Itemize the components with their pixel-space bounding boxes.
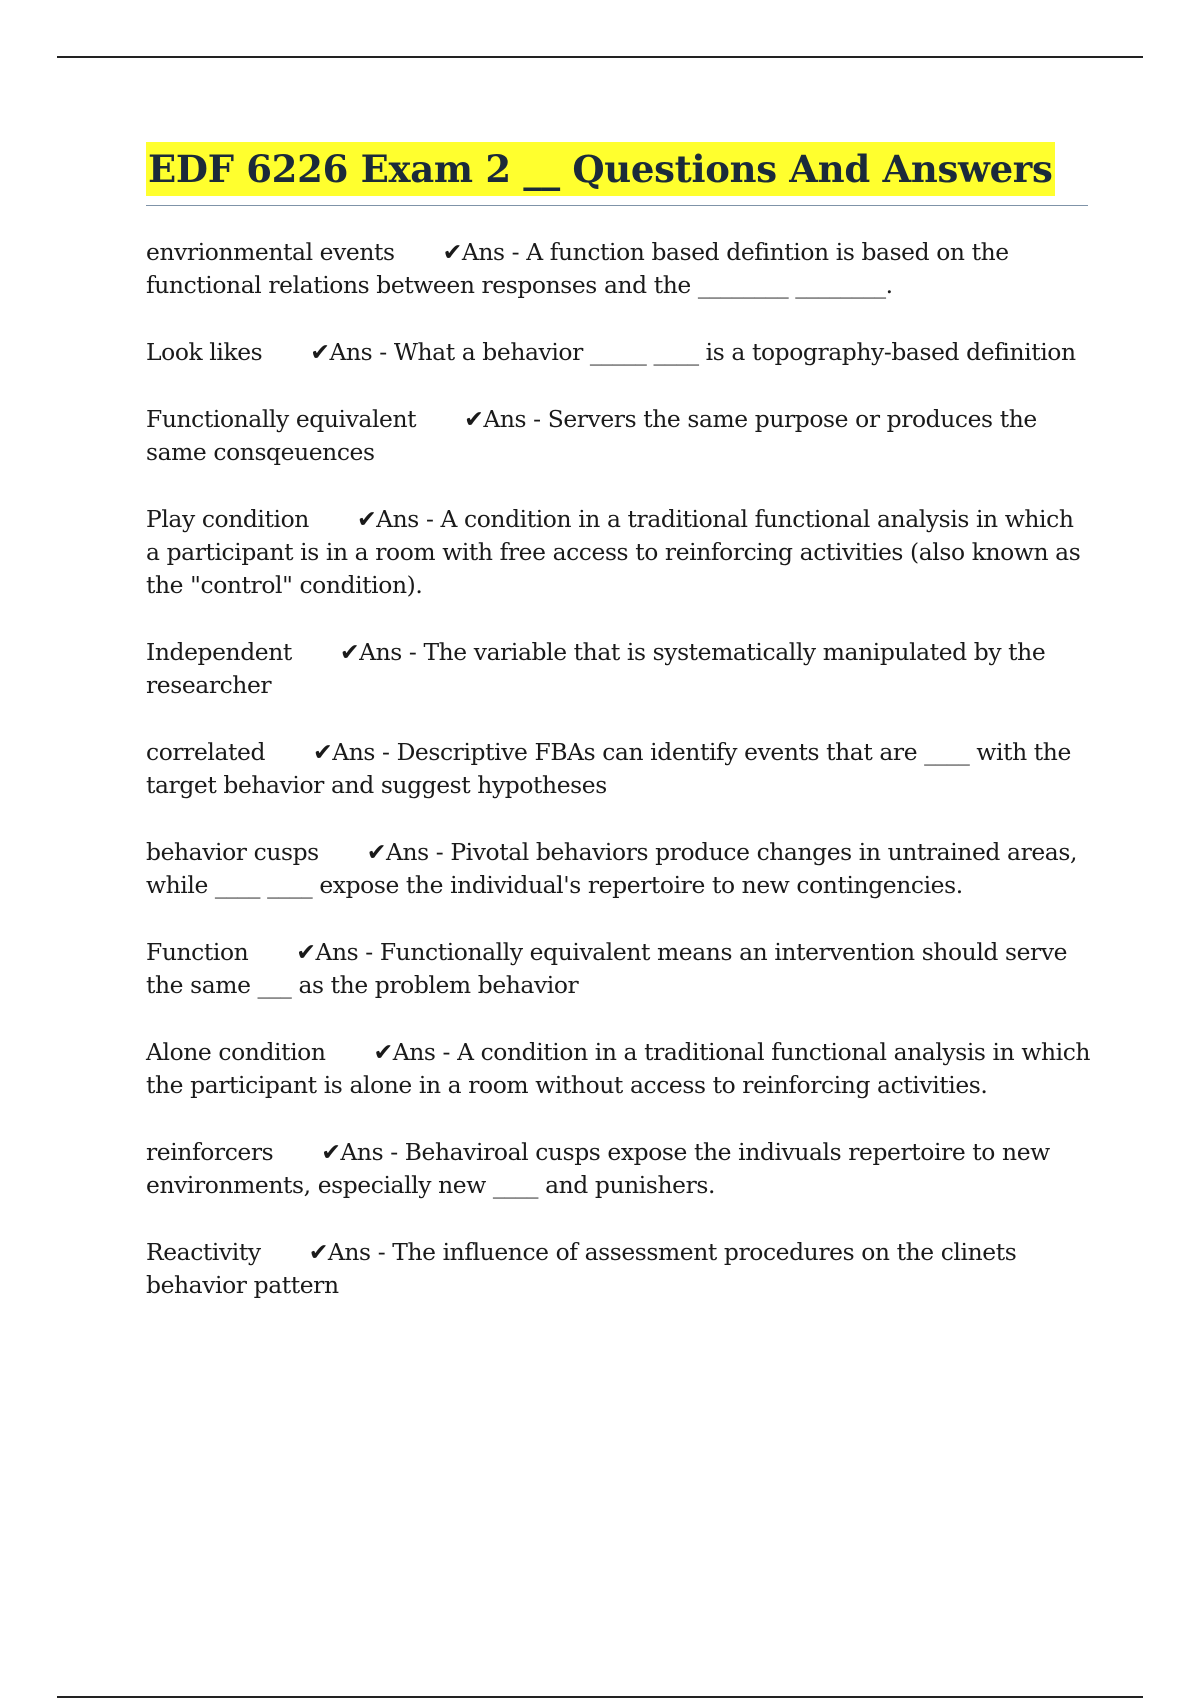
answer-marker: ✔Ans [442,238,505,266]
answer-separator: - [418,505,441,533]
qa-term: Play condition [146,505,309,533]
qa-term: correlated [146,738,266,766]
answer-marker: ✔Ans [310,338,373,366]
answer-separator: - [401,638,424,666]
qa-term: behavior cusps [146,838,319,866]
qa-item [146,1036,1092,1102]
qa-term: envrionmental events [146,238,395,266]
qa-definition: A condition in a traditional functional analysis in which the participant is alone in a room without access to reinforcing activities. [146,1038,1091,1099]
qa-definition: The influence of assessment procedures on the clinets behavior pattern [146,1238,1017,1299]
qa-definition: Servers the same purpose or produces the same consqeuences [146,405,1037,466]
qa-item [146,503,1092,602]
answer-separator: - [526,405,548,433]
answer-separator: - [383,1138,405,1166]
qa-item [146,336,1092,369]
qa-term: Alone condition [146,1038,326,1066]
answer-marker: ✔Ans [321,1138,384,1166]
qa-definition: What a behavior _____ ____ is a topography-based definition [393,338,1076,366]
answer-marker: ✔Ans [356,505,419,533]
answer-separator: - [370,1238,393,1266]
qa-item [146,836,1092,902]
answer-separator: - [358,938,380,966]
qa-list [146,236,1092,1336]
answer-marker: ✔Ans [366,838,429,866]
answer-marker: ✔Ans [296,938,359,966]
answer-marker: ✔Ans [308,1238,371,1266]
qa-item [146,236,1092,302]
qa-definition: Behaviroal cusps expose the indivuals repertoire to new environments, especially new ____ and punishers. [146,1138,1050,1199]
qa-term: Functionally equivalent [146,405,417,433]
qa-definition: The variable that is systematically manipulated by the researcher [146,638,1046,699]
answer-separator: - [504,238,527,266]
qa-definition: Descriptive FBAs can identify events that are ____ with the target behavior and suggest hypotheses [146,738,1071,799]
top-divider [57,56,1143,58]
qa-item [146,636,1092,702]
title-block [146,142,1088,196]
qa-term: Look likes [146,338,263,366]
qa-item [146,736,1092,802]
qa-item [146,936,1092,1002]
qa-item [146,1236,1092,1302]
qa-term: reinforcers [146,1138,274,1166]
answer-separator: - [375,738,397,766]
answer-marker: ✔Ans [313,738,375,766]
document-title: EDF 6226 Exam 2 __ Questions And Answers [146,142,1055,196]
qa-item [146,1136,1092,1202]
qa-definition: A condition in a traditional functional analysis in which a participant is in a room with free access to reinforcing activities (also known as the "control" condition). [146,505,1081,599]
answer-marker: ✔Ans [339,638,402,666]
answer-separator: - [435,1038,458,1066]
bottom-divider [57,1696,1143,1698]
qa-term: Reactivity [146,1238,261,1266]
title-underline [146,205,1088,206]
qa-definition: A function based defintion is based on the functional relations between responses and the ________ ________. [146,238,1009,299]
answer-separator: - [428,838,451,866]
qa-term: Independent [146,638,292,666]
qa-item [146,403,1092,469]
answer-separator: - [372,338,394,366]
answer-marker: ✔Ans [373,1038,436,1066]
qa-definition: Pivotal behaviors produce changes in untrained areas, while ____ ____ expose the individual's repertoire to new contingencies. [146,838,1077,899]
qa-term: Function [146,938,249,966]
answer-marker: ✔Ans [464,405,527,433]
qa-definition: Functionally equivalent means an intervention should serve the same ___ as the problem behavior [146,938,1068,999]
